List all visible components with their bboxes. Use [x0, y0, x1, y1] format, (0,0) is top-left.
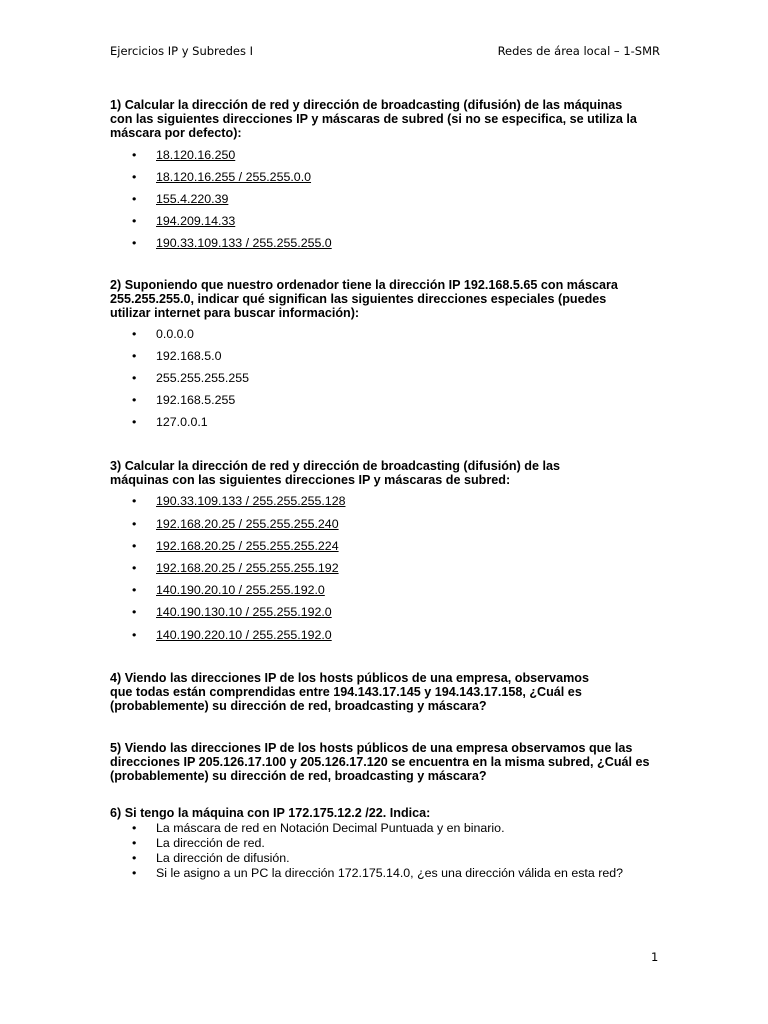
list-item: • 140.190.220.10 / 255.255.192.0 — [110, 624, 655, 646]
list-item: • 127.0.0.1 — [110, 411, 655, 433]
exercise-5 — [110, 741, 655, 784]
list-item: • 192.168.5.255 — [110, 389, 655, 411]
exercise-4-title: 4) Viendo las direcciones IP de los hosts públicos de una empresa, observamos que todas están comprendidas entre 194.143.17.145 y 194.143.17.158, ¿Cuál es (probablemente) su dirección de red, broadcasting y máscara? — [110, 671, 589, 714]
exercise-2-list — [110, 323, 655, 434]
exercise-3-title: 3) Calcular la dirección de red y dirección de broadcasting (difusión) de las máquinas con las siguientes direcciones IP y máscaras de subred: — [110, 459, 560, 488]
list-item: • 0.0.0.0 — [110, 323, 655, 345]
exercise-1-list — [110, 144, 655, 255]
exercise-6-list — [110, 821, 655, 880]
exercise-3-list — [110, 490, 655, 645]
exercise-5-title: 5) Viendo las direcciones IP de los hosts públicos de una empresa observamos que las direcciones IP 205.126.17.100 y 205.126.17.120 se encuentra en la misma subred, ¿Cuál es (probablemente) su dirección de red, broadcasting y máscara? — [110, 741, 650, 784]
list-item: • 18.120.16.250 — [110, 144, 655, 166]
list-item: • 190.33.109.133 / 255.255.255.128 — [110, 490, 655, 512]
list-item: • 192.168.20.25 / 255.255.255.192 — [110, 557, 655, 579]
exercise-2 — [110, 278, 655, 434]
exercise-6 — [110, 806, 655, 880]
list-item: • Si le asigno a un PC la dirección 172.175.14.0, ¿es una dirección válida en esta red? — [110, 866, 655, 881]
list-item: • 18.120.16.255 / 255.255.0.0 — [110, 166, 655, 188]
exercise-4 — [110, 671, 655, 714]
list-item: • 190.33.109.133 / 255.255.255.0 — [110, 232, 655, 254]
exercise-1-title: 1) Calcular la dirección de red y dirección de broadcasting (difusión) de las máquinas con las siguientes direcciones IP y máscaras de subred (si no se especifica, se utiliza la máscara por defecto): — [110, 98, 637, 141]
list-item: • 140.190.20.10 / 255.255.192.0 — [110, 579, 655, 601]
list-item: • La dirección de difusión. — [110, 851, 655, 866]
list-item: • La máscara de red en Notación Decimal Puntuada y en binario. — [110, 821, 655, 836]
list-item: • La dirección de red. — [110, 836, 655, 851]
list-item: • 155.4.220.39 — [110, 188, 655, 210]
header-course: Redes de área local – 1-SMR — [497, 44, 660, 58]
page-header — [110, 44, 660, 58]
list-item: • 192.168.5.0 — [110, 345, 655, 367]
list-item: • 140.190.130.10 / 255.255.192.0 — [110, 601, 655, 623]
list-item: • 194.209.14.33 — [110, 210, 655, 232]
exercise-2-title: 2) Suponiendo que nuestro ordenador tiene la dirección IP 192.168.5.65 con máscara 255.255.255.0, indicar qué significan las siguientes direcciones especiales (puedes utilizar internet para buscar información): — [110, 278, 618, 321]
list-item: • 255.255.255.255 — [110, 367, 655, 389]
exercise-3 — [110, 459, 655, 646]
list-item: • 192.168.20.25 / 255.255.255.224 — [110, 535, 655, 557]
header-title: Ejercicios IP y Subredes I — [110, 44, 254, 58]
page-number: 1 — [651, 950, 659, 964]
list-item: • 192.168.20.25 / 255.255.255.240 — [110, 513, 655, 535]
exercise-6-title: 6) Si tengo la máquina con IP 172.175.12.2 /22. Indica: — [110, 806, 431, 820]
exercise-1 — [110, 98, 655, 255]
